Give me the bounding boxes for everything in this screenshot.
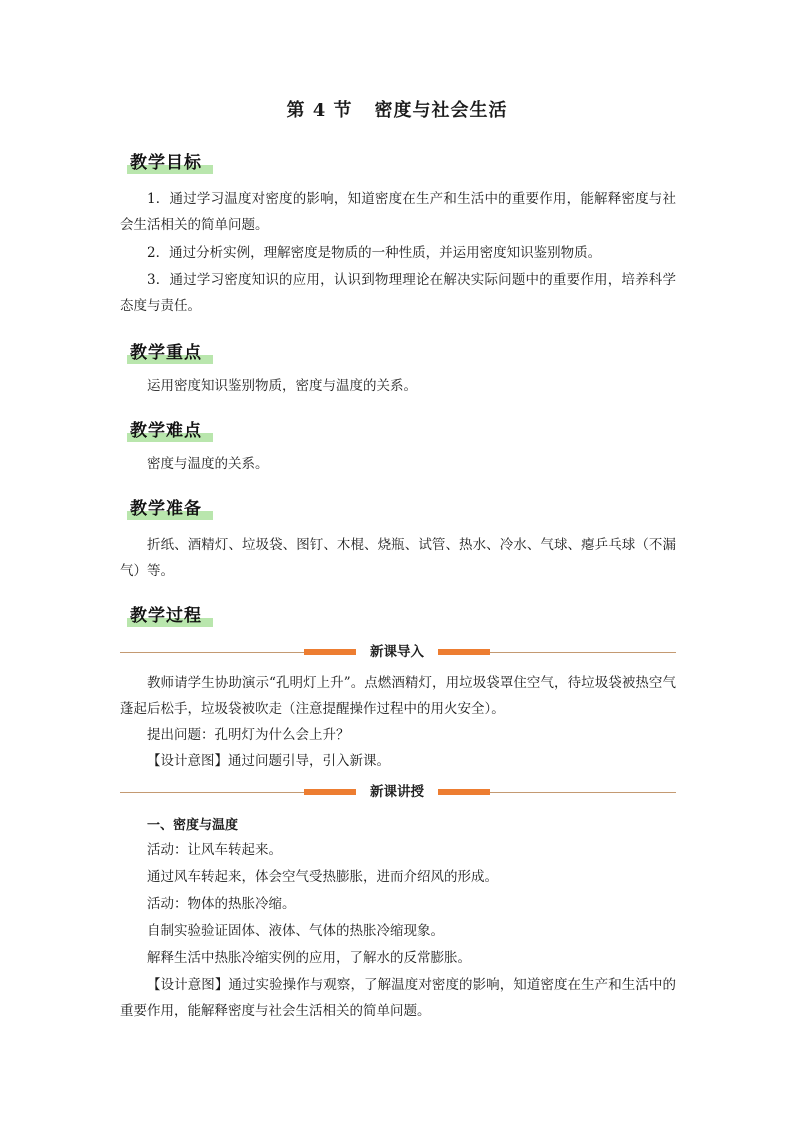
objectives-heading: 教学目标 — [127, 148, 202, 176]
intro-divider — [120, 641, 676, 663]
objective-item-1: 1．通过学习温度对密度的影响，知道密度在生产和生活中的重要作用，能解释密度与社会生活相关的简单问题。 — [120, 191, 676, 233]
section-topic: 密度与社会生活 — [374, 100, 508, 121]
intro-paragraph-3: 【设计意图】通过问题引导，引入新课。 — [147, 753, 390, 769]
lecture-paragraph-4: 自制实验验证固体、液体、气体的热胀冷缩现象。 — [147, 923, 444, 939]
intro-paragraph-2: 提出问题：孔明灯为什么会上升？ — [147, 727, 350, 743]
divider-bar-left — [304, 649, 356, 655]
divider-bar-left — [304, 789, 356, 795]
objective-item-2: 2．通过分析实例，理解密度是物质的一种性质，并运用密度知识鉴别物质。 — [147, 245, 602, 261]
key-points-text: 运用密度知识鉴别物质，密度与温度的关系。 — [147, 378, 417, 394]
lecture-paragraph-6: 【设计意图】通过实验操作与观察，了解温度对密度的影响，知道密度在生产和生活中的重要作用，能解释密度与社会生活相关的简单问题。 — [120, 977, 676, 1019]
intro-label: 新课导入 — [356, 641, 438, 663]
key-points-heading: 教学重点 — [127, 338, 202, 366]
difficulties-heading: 教学难点 — [127, 416, 202, 444]
divider-bar-right — [438, 789, 490, 795]
preparation-heading: 教学准备 — [127, 494, 202, 522]
intro-paragraph-1: 教师请学生协助演示“孔明灯上升”。点燃酒精灯，用垃圾袋罩住空气，待垃圾袋被热空气蓬起后松手，垃圾袋被吹走（注意提醒操作过程中的用火安全）。 — [120, 675, 676, 717]
lecture-label: 新课讲授 — [356, 781, 438, 803]
section-number: 第 4 节 — [286, 100, 353, 121]
lecture-paragraph-5: 解释生活中热胀冷缩实例的应用，了解水的反常膨胀。 — [147, 950, 471, 966]
lecture-paragraph-2: 通过风车转起来，体会空气受热膨胀，进而介绍风的形成。 — [147, 869, 498, 885]
difficulties-text: 密度与温度的关系。 — [147, 456, 269, 472]
preparation-text: 折纸、酒精灯、垃圾袋、图钉、木棍、烧瓶、试管、热水、冷水、气球、瘪乒乓球（不漏气）等。 — [120, 537, 676, 579]
page-title — [0, 96, 794, 122]
divider-bar-right — [438, 649, 490, 655]
objective-item-3: 3．通过学习密度知识的应用，认识到物理理论在解决实际问题中的重要作用，培养科学态度与责任。 — [120, 272, 676, 314]
lecture-paragraph-3: 活动：物体的热胀冷缩。 — [147, 896, 296, 912]
process-heading: 教学过程 — [127, 601, 202, 629]
lecture-paragraph-1: 活动：让风车转起来。 — [147, 842, 282, 858]
lecture-subheading: 一、密度与温度 — [147, 818, 239, 833]
lecture-divider — [120, 781, 676, 803]
